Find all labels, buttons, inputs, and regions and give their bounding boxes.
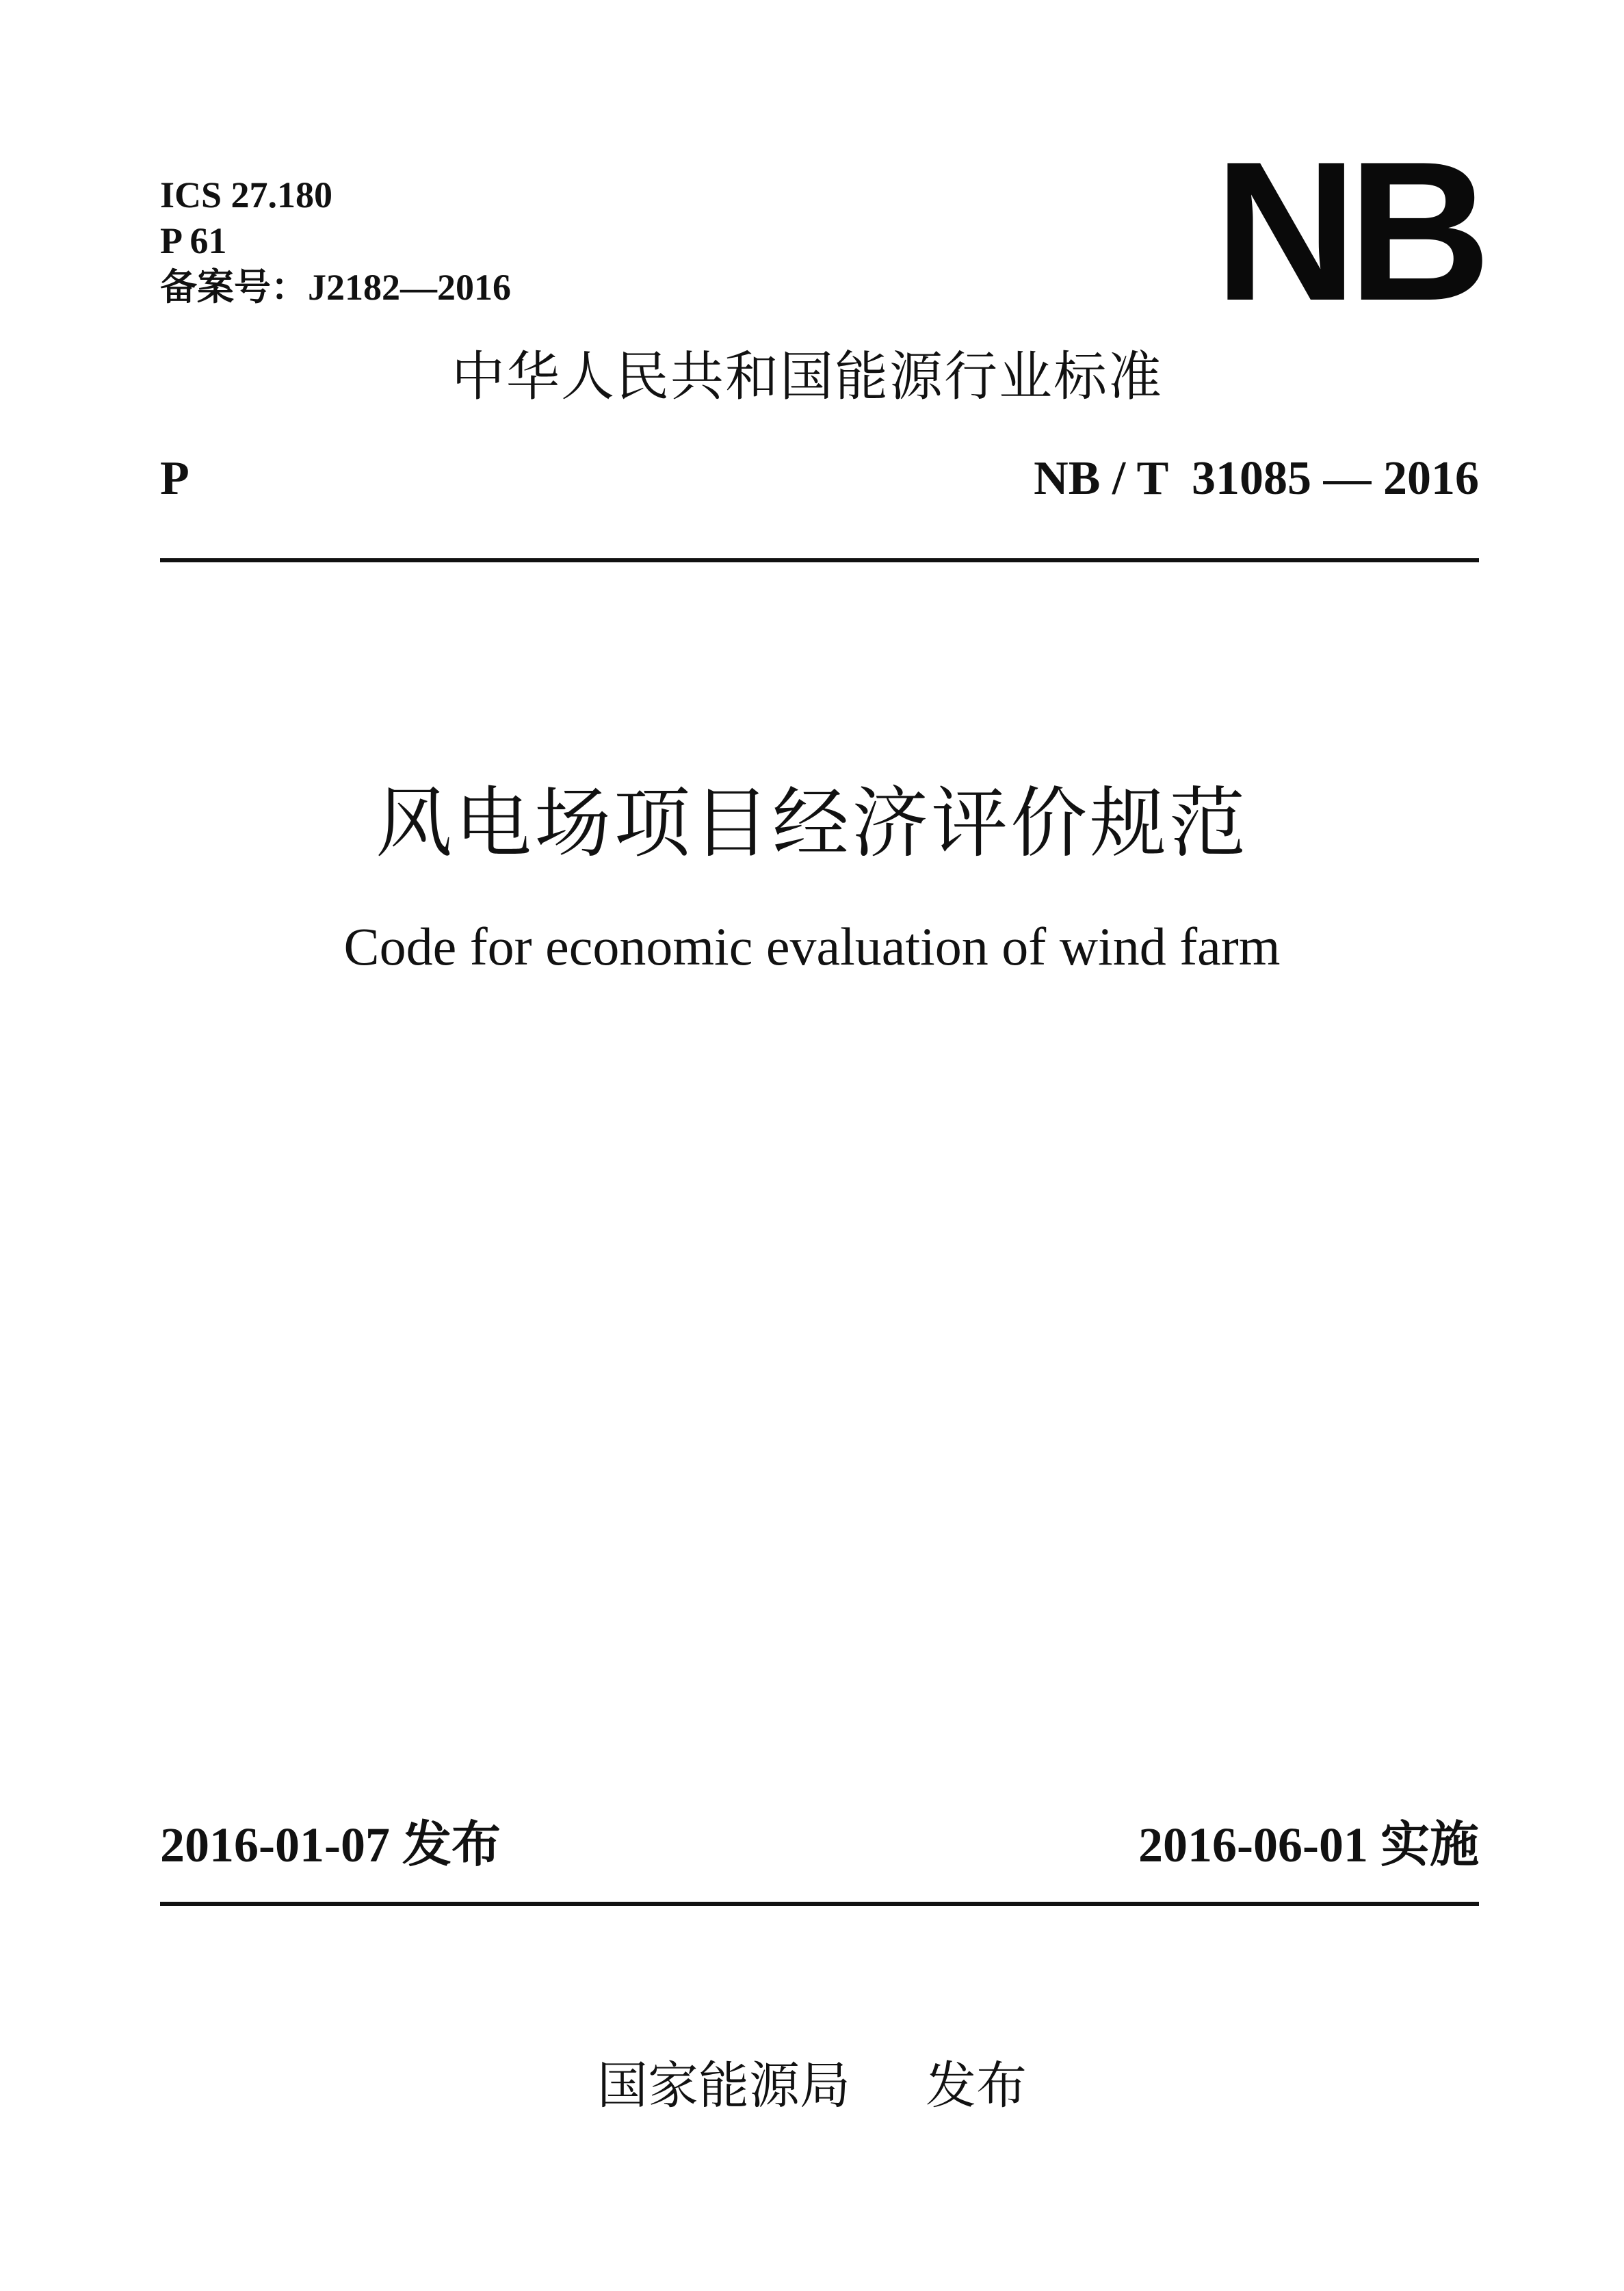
category-code: P 61 bbox=[160, 220, 227, 261]
top-rule bbox=[160, 558, 1479, 562]
issue-label: 发布 bbox=[402, 1816, 501, 1873]
record-number-line bbox=[160, 265, 511, 309]
implementation-date-block bbox=[1138, 1816, 1479, 1873]
record-number: J2182—2016 bbox=[308, 267, 511, 308]
issue-date: 2016-01-07 bbox=[160, 1818, 390, 1872]
nb-logo: NB bbox=[1214, 149, 1482, 313]
standard-number: NB / T 31085 — 2016 bbox=[1034, 452, 1479, 505]
title-chinese: 风电场项目经济评价规范 bbox=[376, 779, 1248, 868]
ics-code: ICS 27.180 bbox=[160, 174, 333, 215]
publisher-line bbox=[0, 2056, 1624, 2115]
implementation-label: 实施 bbox=[1380, 1816, 1479, 1873]
implementation-date: 2016-06-01 bbox=[1138, 1818, 1368, 1872]
publisher-label: 发布 bbox=[926, 2056, 1027, 2115]
publisher-name: 国家能源局 bbox=[597, 2056, 850, 2115]
standard-category: P bbox=[160, 452, 189, 505]
issuer-type-heading: 中华人民共和国能源行业标准 bbox=[451, 346, 1164, 408]
record-label: 备案号： bbox=[160, 265, 308, 309]
issue-date-block bbox=[160, 1816, 501, 1873]
title-english: Code for economic evaluation of wind farm bbox=[343, 917, 1281, 976]
bottom-rule bbox=[160, 1902, 1479, 1906]
